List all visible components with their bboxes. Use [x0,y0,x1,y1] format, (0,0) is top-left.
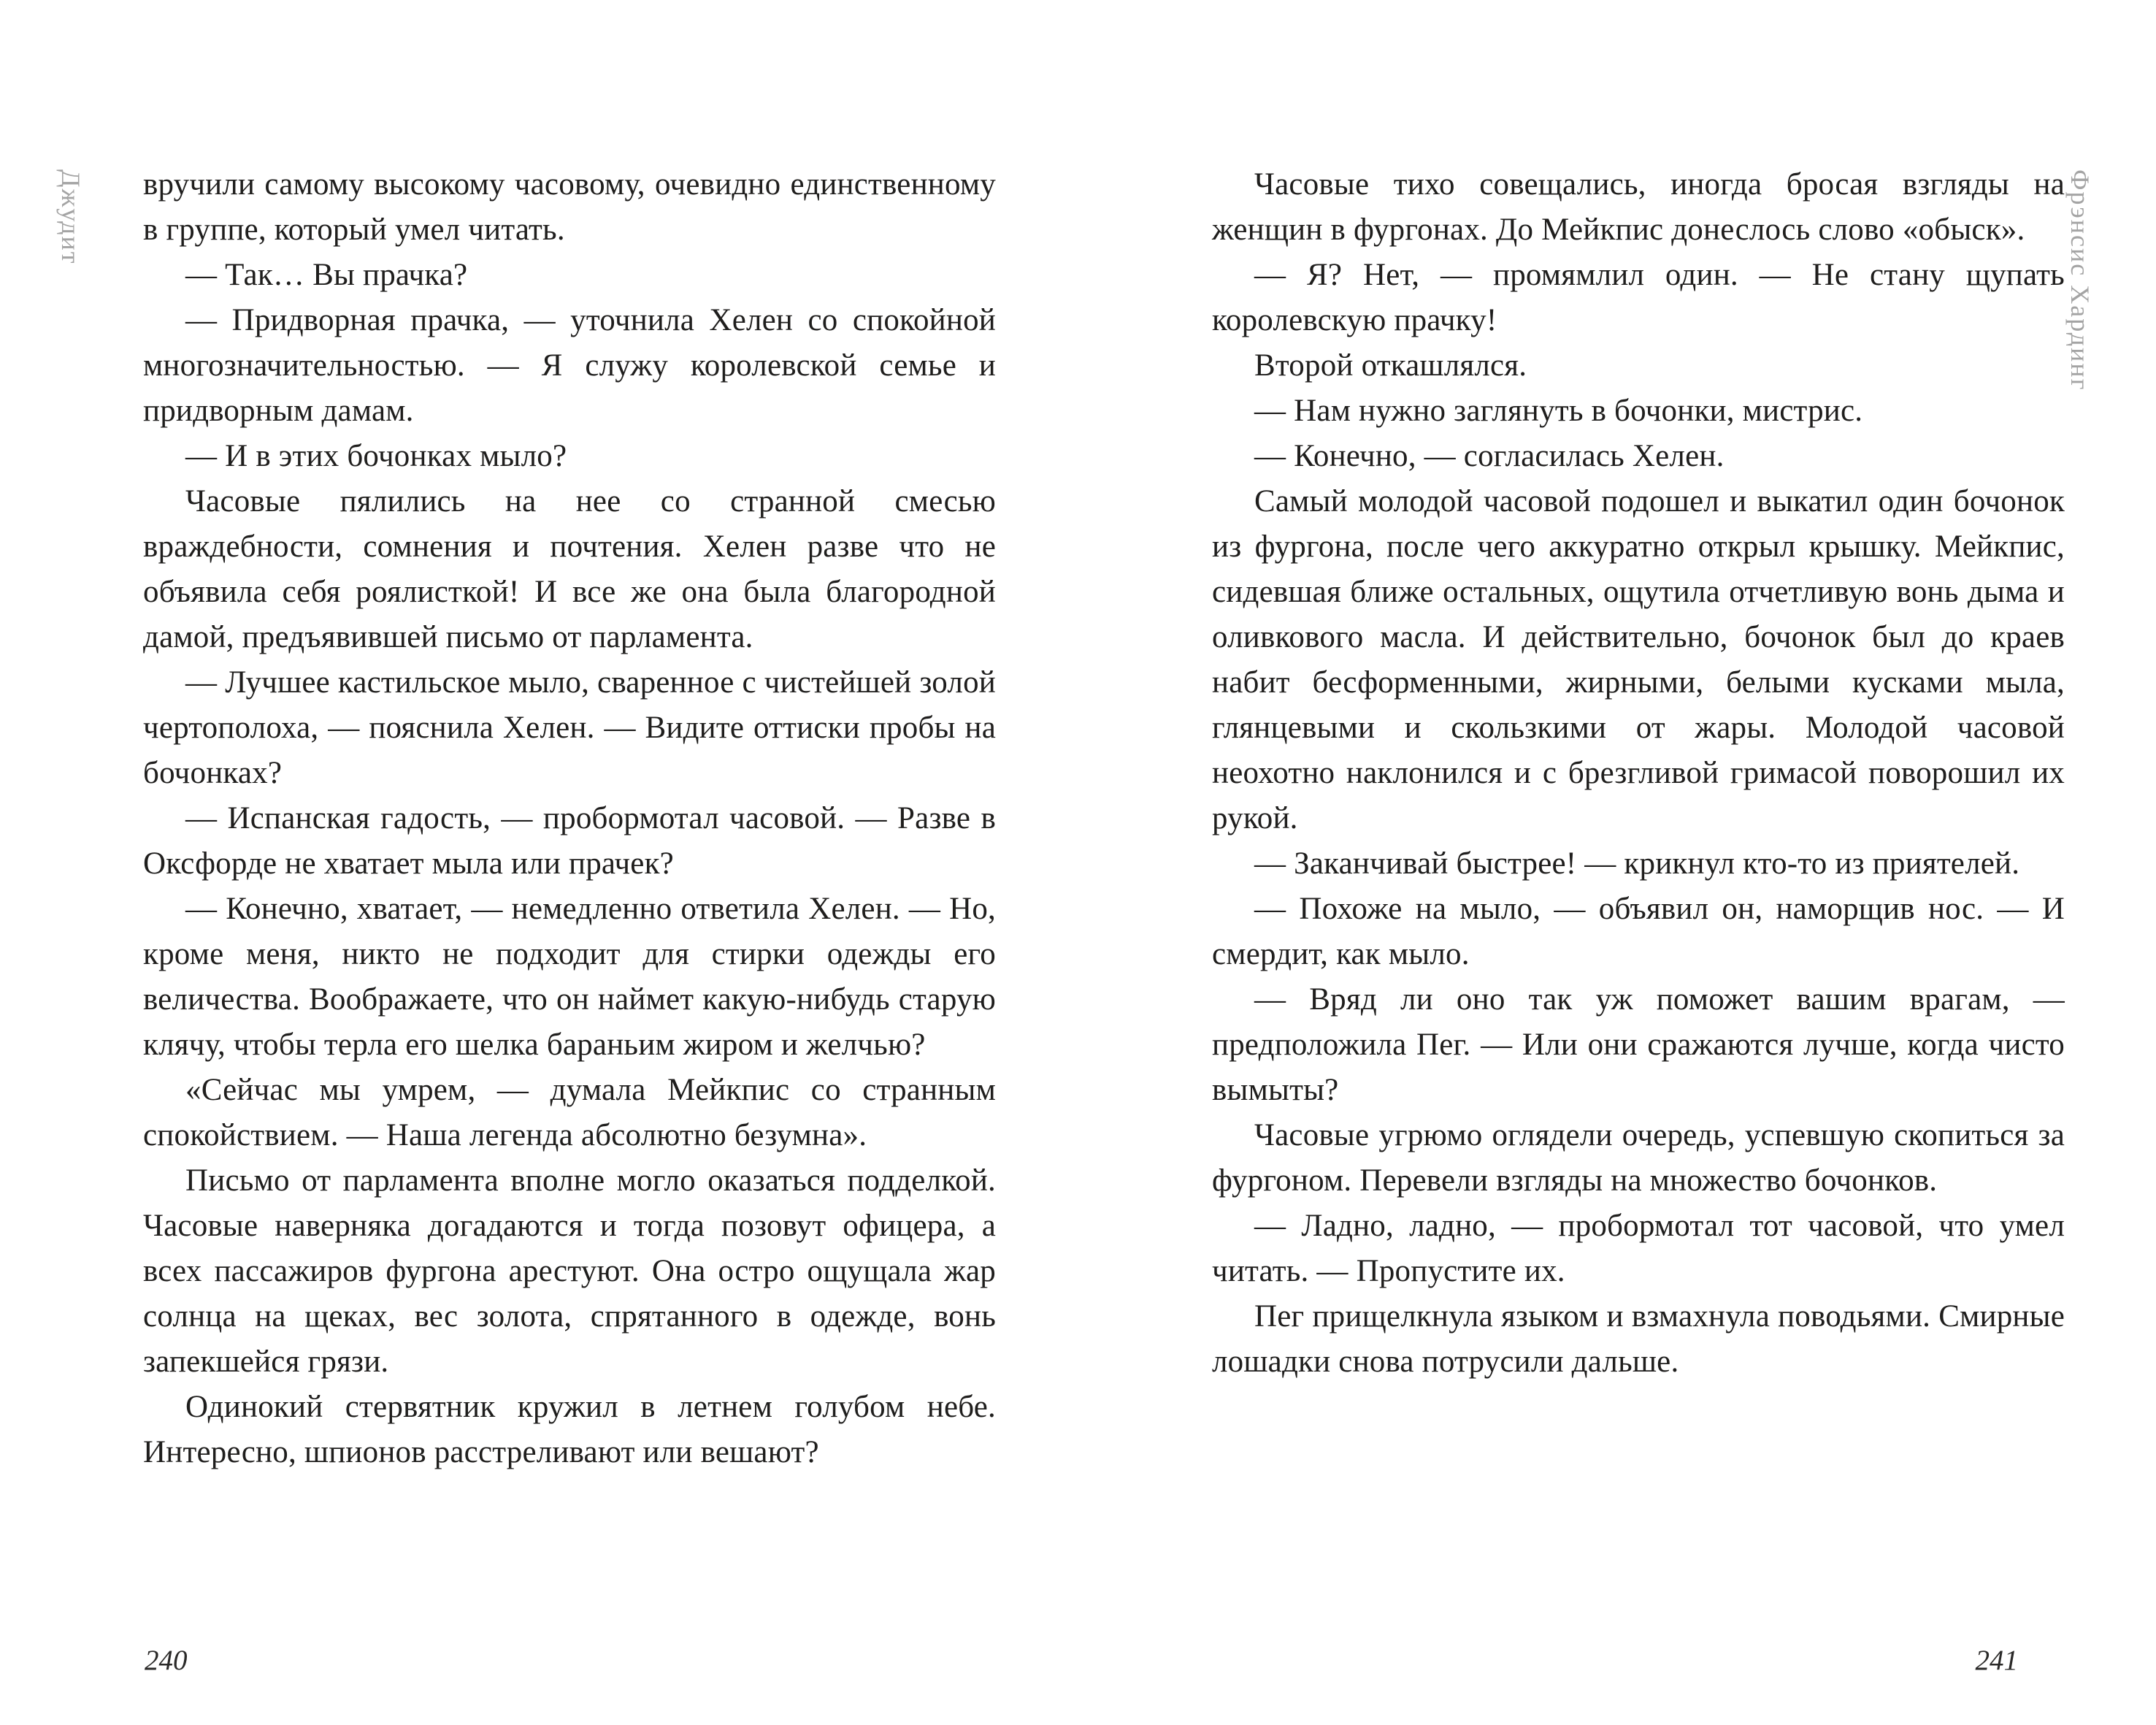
paragraph: — Нам нужно заглянуть в бочонки, мистрис. [1254,394,1863,428]
paragraph: Пег прищелкнула языком и взмахнула поводьями. Смирные лошадки снова потрусили дальше. [1212,1299,2065,1379]
paragraph: «Сейчас мы умрем, — думала Мейкпис со странным спокойствием. — Наша легенда абсолютно безумна». [143,1073,996,1152]
paragraph: — Так… Вы прачка? [185,258,468,292]
page-number-left: 240 [145,1645,188,1676]
page-number-right: 241 [1975,1645,2018,1676]
page-right [1078,0,2155,1725]
paragraph: — Ладно, ладно, — пробормотал тот часовой, что умел читать. — Пропустите их. [1212,1209,2065,1288]
paragraph: Часовые угрюмо оглядели очередь, успевшую скопиться за фургоном. Перевели взгляды на множество бочонков. [1212,1118,2065,1198]
running-head-right: Фрэнсис Хардинг [2065,169,2095,391]
paragraph: — Заканчивай быстрее! — крикнул кто-то из приятелей. [1254,846,2020,881]
paragraph: — И в этих бочонках мыло? [185,439,567,473]
paragraph: Одинокий стервятник кружил в летнем голубом небе. Интересно, шпионов расстреливают или вешают? [143,1390,996,1469]
paragraph: Письмо от парламента вполне могло оказаться подделкой. Часовые наверняка догадаются и тогда позовут офицера, а всех пассажиров фургона арестуют. Она остро ощущала жар солнца на щеках, вес золота, спрятанного в одежде, вонь запекшейся грязи. [143,1163,996,1379]
paragraph: Часовые тихо совещались, иногда бросая взгляды на женщин в фургонах. До Мейкпис донеслось слово «обыск». [1212,167,2065,247]
running-head-left: Джудит [56,169,85,265]
paragraph: — Конечно, — согласилась Хелен. [1254,439,1725,473]
paragraph: Второй откашлялся. [1254,348,1527,383]
paragraph: — Придворная прачка, — уточнила Хелен со спокойной многозначительностью. — Я служу королевской семье и придворным дамам. [143,303,996,428]
right-page-text [1212,162,2065,1385]
paragraph: Часовые пялились на нее со странной смесью враждебности, сомнения и почтения. Хелен разве что не объявила себя роялисткой! И все же она была благородной дамой, предъявившей письмо от парламента. [143,484,996,654]
left-page-text [143,162,996,1475]
paragraph: — Вряд ли оно так уж поможет вашим врагам, — предположила Пег. — Или они сражаются лучше, когда чисто вымыты? [1212,982,2065,1107]
paragraph: — Испанская гадость, — пробормотал часовой. — Разве в Оксфорде не хватает мыла или прачек? [143,801,996,881]
paragraph: — Похоже на мыло, — объявил он, наморщив нос. — И смердит, как мыло. [1212,892,2065,971]
paragraph: — Я? Нет, — промямлил один. — Не стану щупать королевскую прачку! [1212,258,2065,337]
paragraph: — Конечно, хватает, — немедленно ответила Хелен. — Но, кроме меня, никто не подходит для стирки одежды его величества. Воображаете, что он наймет какую-нибудь старую клячу, чтобы терла его шелка бараньим жиром и желчью? [143,892,996,1062]
paragraph: — Лучшее кастильское мыло, сваренное с чистейшей золой чертополоха, — пояснила Хелен. — Видите оттиски пробы на бочонках? [143,665,996,790]
paragraph: Самый молодой часовой подошел и выкатил один бочонок из фургона, после чего аккуратно открыл крышку. Мейкпис, сидевшая ближе остальных, ощутила отчетливую вонь дыма и оливкового масла. И действительно, бочонок был до краев набит бесформенными, жирными, белыми кусками мыла, глянцевыми и скользкими от жары. Молодой часовой неохотно наклонился и с брезгливой гримасой поворошил их рукой. [1212,484,2065,835]
paragraph: вручили самому высокому часовому, очевидно единственному в группе, который умел читать. [143,167,996,247]
